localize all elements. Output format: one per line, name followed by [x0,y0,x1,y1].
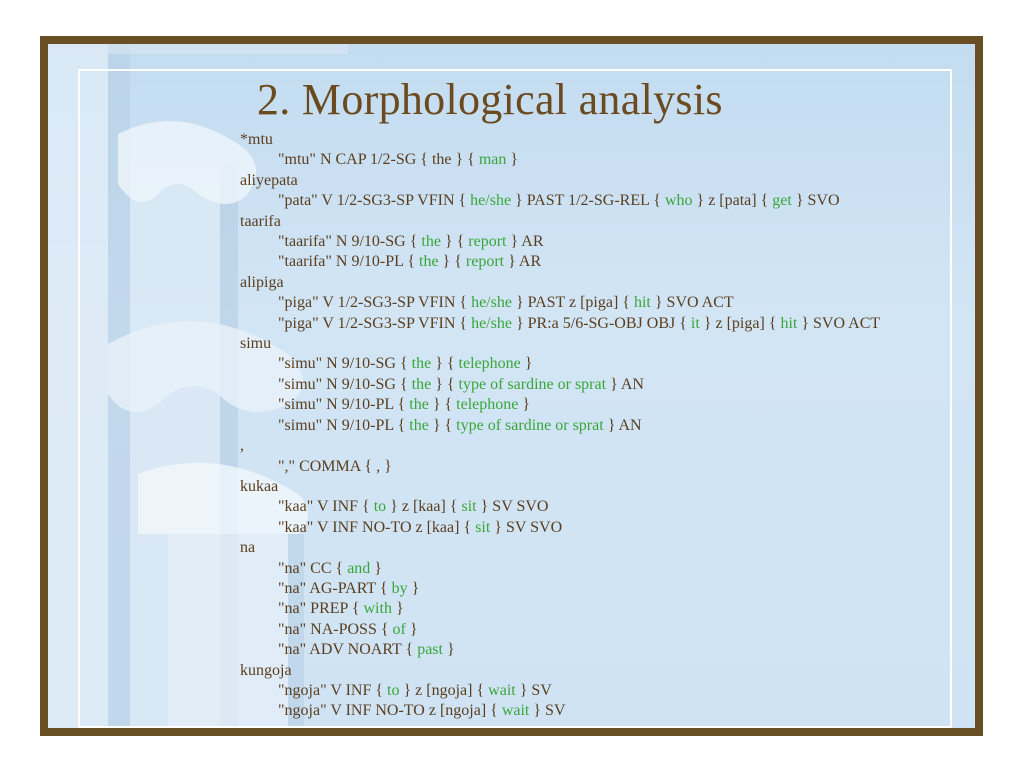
gloss-text: to [387,681,400,699]
gloss-text: he/she [471,294,512,312]
gloss-text: wait [501,702,530,720]
gloss-text: report [468,233,507,251]
analysis-line [240,620,920,640]
gloss-text: hit [780,314,798,332]
tag-text: } z [kaa] { [386,498,462,516]
analysis-list [240,130,920,734]
analysis-line [240,640,920,660]
tag-text: } [405,620,418,638]
tag-text: } [506,151,519,169]
gloss-text: the [409,396,429,414]
gloss-text: and [347,559,371,577]
tag-text: "kaa" V INF NO-TO z [kaa] { [278,518,476,536]
tag-text: } [370,559,382,577]
gloss-text: with [363,600,392,618]
gloss-text: the [419,253,439,271]
tag-text: } z [piga] { [699,314,781,332]
gloss-text: telephone [456,396,519,414]
tag-text: "mtu" N CAP 1/2-SG { the } { [278,151,479,169]
analysis-line [240,599,920,619]
tag-text: } { [440,233,469,251]
tag-text: "ngoja" V INF NO-TO z [ngoja] { [278,702,502,720]
tag-text: } [407,579,420,597]
tag-text: } SV SVO [476,498,549,516]
word-form: alipiga [240,273,284,291]
tag-text: } SVO ACT [650,294,734,312]
tag-text: "na" AG-PART { [278,579,392,597]
gloss-text: the [411,375,432,393]
tag-text: "pata" V 1/2-SG3-SP VFIN { [278,192,471,210]
gloss-text: type of sardine or sprat [458,375,607,393]
tag-text: } SV [515,681,552,699]
analysis-line [240,252,920,272]
tag-text: } SV SVO [490,518,563,536]
gloss-text: it [690,314,700,332]
analysis-line [240,518,920,538]
gloss-text: wait [488,681,516,699]
gloss-text: past [417,641,443,659]
word-form: simu [240,335,272,353]
tag-text: } { [431,375,459,393]
analysis-line [240,497,920,517]
tag-text: "piga" V 1/2-SG3-SP VFIN { [278,294,472,312]
tag-text: } [391,600,404,618]
word-form: taarifa [240,212,281,230]
word-form: na [240,539,256,557]
analysis-line [240,293,920,313]
gloss-text: sit [461,498,477,516]
tag-text: } AR [504,253,542,271]
tag-text: } z [ngoja] { [399,681,489,699]
word-form: kukaa [240,477,279,495]
gloss-text: he/she [471,314,512,332]
tag-text: "na" CC { [278,559,348,577]
tag-text: } SVO [791,192,840,210]
analysis-line [240,314,920,334]
word-form: kungoja [240,661,292,679]
tag-text: "piga" V 1/2-SG3-SP VFIN { [278,314,472,332]
slide-title: 2. Morphological analysis [257,75,723,124]
tag-text: "simu" N 9/10-SG { [278,355,412,373]
tag-text: } { [431,355,459,373]
gloss-text: the [421,233,441,251]
tag-text: "taarifa" N 9/10-PL { [278,253,419,271]
analysis-line [240,232,920,252]
word-form: *mtu [240,131,273,148]
gloss-text: type of sardine or sprat [456,416,604,434]
word-form: , [240,437,244,455]
gloss-text: to [373,498,387,516]
tag-text: "simu" N 9/10-PL { [278,416,410,434]
analysis-line [240,579,920,599]
tag-text: } [442,641,455,659]
gloss-text: by [391,579,408,597]
word-form: aliyepata [240,171,298,189]
tag-text: } { [438,253,466,271]
analysis-line [240,701,920,721]
tag-text: } z [pata] { [692,192,773,210]
tag-text: } [520,355,533,373]
tag-text: } PAST z [piga] { [511,294,634,312]
analysis-line [240,375,920,395]
gloss-text: who [664,192,693,210]
tag-text: } AN [606,375,644,393]
tag-text: } AN [603,416,642,434]
tag-text: "na" PREP { [278,600,364,618]
tag-text: "ngoja" V INF { [278,681,388,699]
tag-text: "na" NA-POSS { [278,620,393,638]
tag-text: "," COMMA { , } [278,457,392,475]
analysis-line [240,457,920,477]
analysis-line [240,681,920,701]
gloss-text: the [411,355,432,373]
gloss-text: get [772,192,792,210]
analysis-line [240,354,920,374]
gloss-text: he/she [470,192,512,210]
tag-text: } { [428,396,457,414]
tag-text: } SVO ACT [797,314,881,332]
gloss-text: of [392,620,406,638]
gloss-text: hit [633,294,651,312]
tag-text: "kaa" V INF { [278,498,374,516]
gloss-text: telephone [458,355,521,373]
analysis-line [240,191,920,211]
gloss-text: sit [475,518,491,536]
tag-text: } AR [506,233,544,251]
analysis-line [240,150,920,170]
gloss-text: man [478,151,507,169]
analysis-line [240,395,920,415]
tag-text: } [518,396,531,414]
tag-text: "simu" N 9/10-PL { [278,396,410,414]
analysis-line [240,559,920,579]
tag-text: "simu" N 9/10-SG { [278,375,412,393]
tag-text: } { [428,416,457,434]
gloss-text: the [409,416,429,434]
analysis-line [240,416,920,436]
tag-text: "na" ADV NOART { [278,641,418,659]
tag-text: } SV [529,702,566,720]
tag-text: } PR:a 5/6-SG-OBJ OBJ { [511,314,691,332]
tag-text: "taarifa" N 9/10-SG { [278,233,422,251]
gloss-text: report [465,253,505,271]
tag-text: } PAST 1/2-SG-REL { [511,192,665,210]
